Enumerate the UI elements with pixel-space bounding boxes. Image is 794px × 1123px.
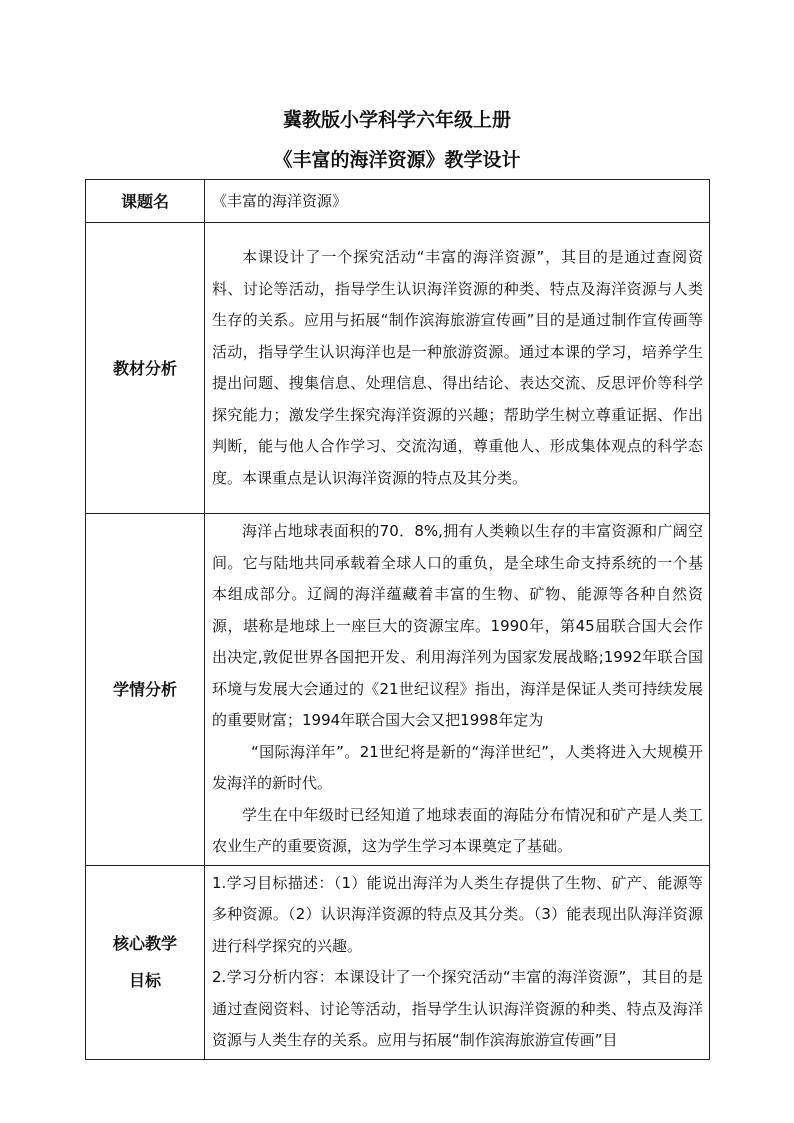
table-row-core-goals (86, 865, 710, 1059)
core-goals-paragraph: 1.学习目标描述：（1）能说出海洋为人类生存提供了生物、矿产、能源等多种资源。（2）认识海洋资源的特点及其分类。（3）能表现出队海洋资源进行科学探究的兴趣。 (212, 873, 703, 955)
topic-label: 课题名 (86, 180, 205, 223)
learner-analysis-paragraph: 海洋占地球表面积的70．8%,拥有人类赖以生存的丰富资源和广阔空间。它与陆地共同承载着全球人口的重负，是全球生命支持系统的一个基本组成部分。辽阔的海洋蕴藏着丰富的生物、矿物、能源等各种自然资源，堪称是地球上一座巨大的资源宝库。1990年，第45届联合国大会作出决定,敦促世界各国把开发、利用海洋列为国家发展战略;1992年联合国环境与发展大会通过的《21世纪议程》指出，海洋是保证人类可持续发展的重要财富；1994年联合国大会又把1998年定为 (212, 522, 703, 729)
core-goals-label-line2: 目标 (128, 971, 161, 990)
learner-analysis-paragraph: “国际海洋年”。21世纪将是新的“海洋世纪”，人类将进入大规模开发海洋的新时代。 (212, 742, 703, 792)
learner-analysis-label: 学情分析 (86, 514, 205, 866)
learner-analysis-content (205, 514, 710, 866)
table-row-learner-analysis (86, 514, 710, 866)
core-goals-paragraph: 2.学习分析内容：本课设计了一个探究活动“丰富的海洋资源”，其目的是通过查阅资料、讨论等活动，指导学生认识海洋资源的种类、特点及海洋资源与人类生存的关系。应用与拓展“制作滨海旅游宣传画”目 (212, 968, 703, 1049)
topic-value: 《丰富的海洋资源》 (205, 180, 710, 223)
learner-analysis-paragraph: 学生在中年级时已经知道了地球表面的海陆分布情况和矿产是人类工农业生产的重要资源，这为学生学习本课奠定了基础。 (212, 805, 703, 855)
material-analysis-label: 教材分析 (86, 223, 205, 514)
core-goals-label (86, 865, 205, 1059)
material-analysis-content (205, 223, 710, 514)
document-title: 冀教版小学科学六年级上册 (282, 109, 511, 131)
table-row-topic (86, 180, 710, 223)
table-row-material-analysis (86, 223, 710, 514)
document-subtitle: 《丰富的海洋资源》教学设计 (273, 149, 521, 171)
core-goals-label-line1: 核心教学 (112, 934, 177, 953)
material-analysis-paragraph: 本课设计了一个探究活动“丰富的海洋资源”，其目的是通过查阅资料、讨论等活动，指导学生认识海洋资源的种类、特点及海洋资源与人类生存的关系。应用与拓展“制作滨海旅游宣传画”目的是通过制作宣传画等活动，指导学生认识海洋也是一种旅游资源。通过本课的学习，培养学生提出问题、搜集信息、处理信息、得出结论、表达交流、反思评价等科学探究能力；激发学生探究海洋资源的兴趣；帮助学生树立尊重证据、作出判断，能与他人合作学习、交流沟通，尊重他人、形成集体观点的科学态度。本课重点是认识海洋资源的特点及其分类。 (212, 248, 703, 487)
lesson-design-table (85, 179, 710, 1060)
core-goals-content (205, 865, 710, 1059)
